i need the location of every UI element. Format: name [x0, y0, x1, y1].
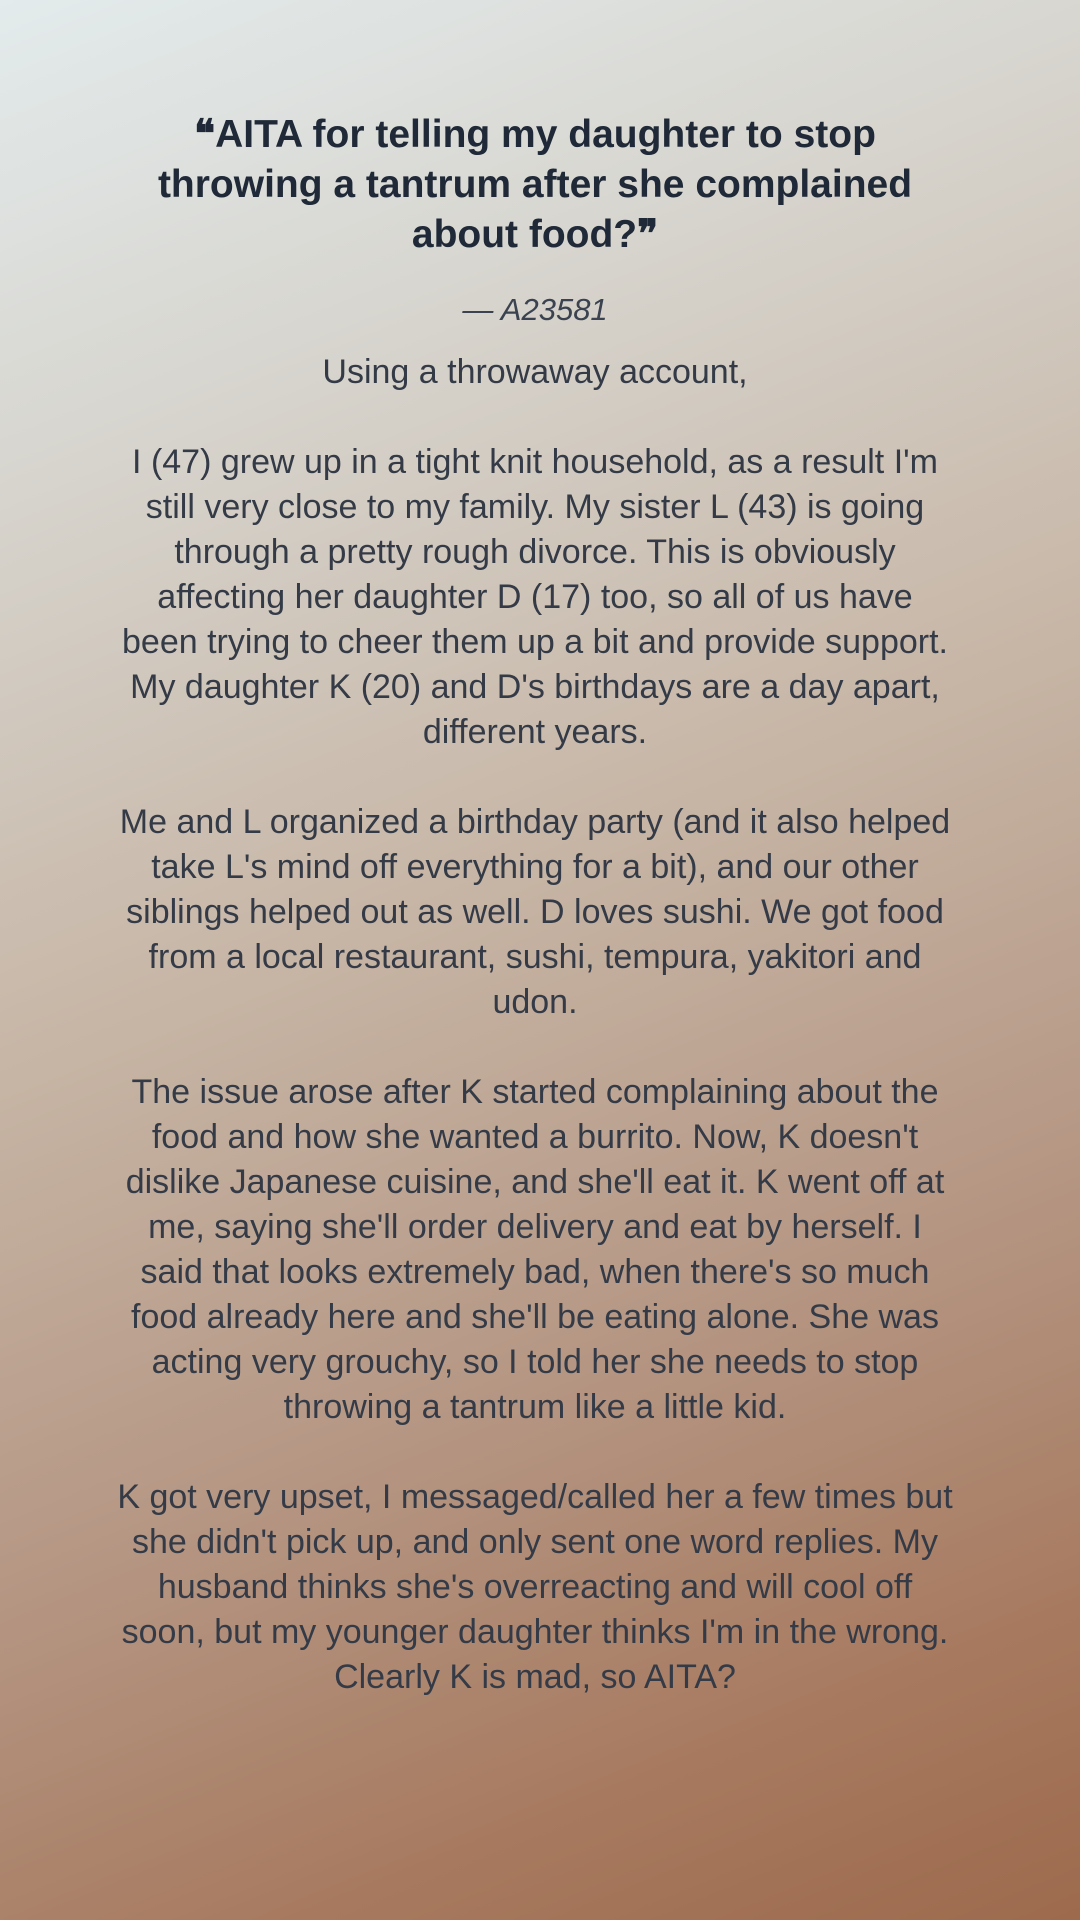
- story-title: ❝AITA for telling my daughter to stop throwing a tantrum after she complained about food?❞: [157, 113, 913, 256]
- story-paragraph: Me and L organized a birthday party (and it also helped take L's mind off everything for a bit), and our other siblings helped out as well. D loves sushi. We got food from a local restaurant, sushi, tempura, yakitori and udon.: [119, 803, 951, 1021]
- story-paragraph: I (47) grew up in a tight knit household, as a result I'm still very close to my family. My sister L (43) is going through a pretty rough divorce. This is obviously affecting her daughter D (17) too, so all of us have been trying to cheer them up a bit and provide support. My daughter K (20) and D's birthdays are a day apart, different years.: [122, 443, 948, 751]
- story-paragraph: The issue arose after K started complaining about the food and how she wanted a burrito. Now, K doesn't dislike Japanese cuisine, and she'll eat it. K went off at me, saying she'll order delivery and eat by herself. I said that looks extremely bad, when there's so much food already here and she'll be eating alone. She was acting very grouchy, so I told her she needs to stop throwing a tantrum like a little kid.: [125, 1073, 945, 1426]
- story-paragraph: K got very upset, I messaged/called her a few times but she didn't pick up, and only sent one word replies. My husband thinks she's overreacting and will cool off soon, but my younger daughter thinks I'm in the wrong. Clearly K is mad, so AITA?: [117, 1478, 953, 1696]
- story-author: — A23581: [462, 292, 608, 327]
- story-paragraph: Using a throwaway account,: [322, 353, 748, 391]
- story-card: [115, 110, 955, 1745]
- story-body: [115, 350, 955, 1700]
